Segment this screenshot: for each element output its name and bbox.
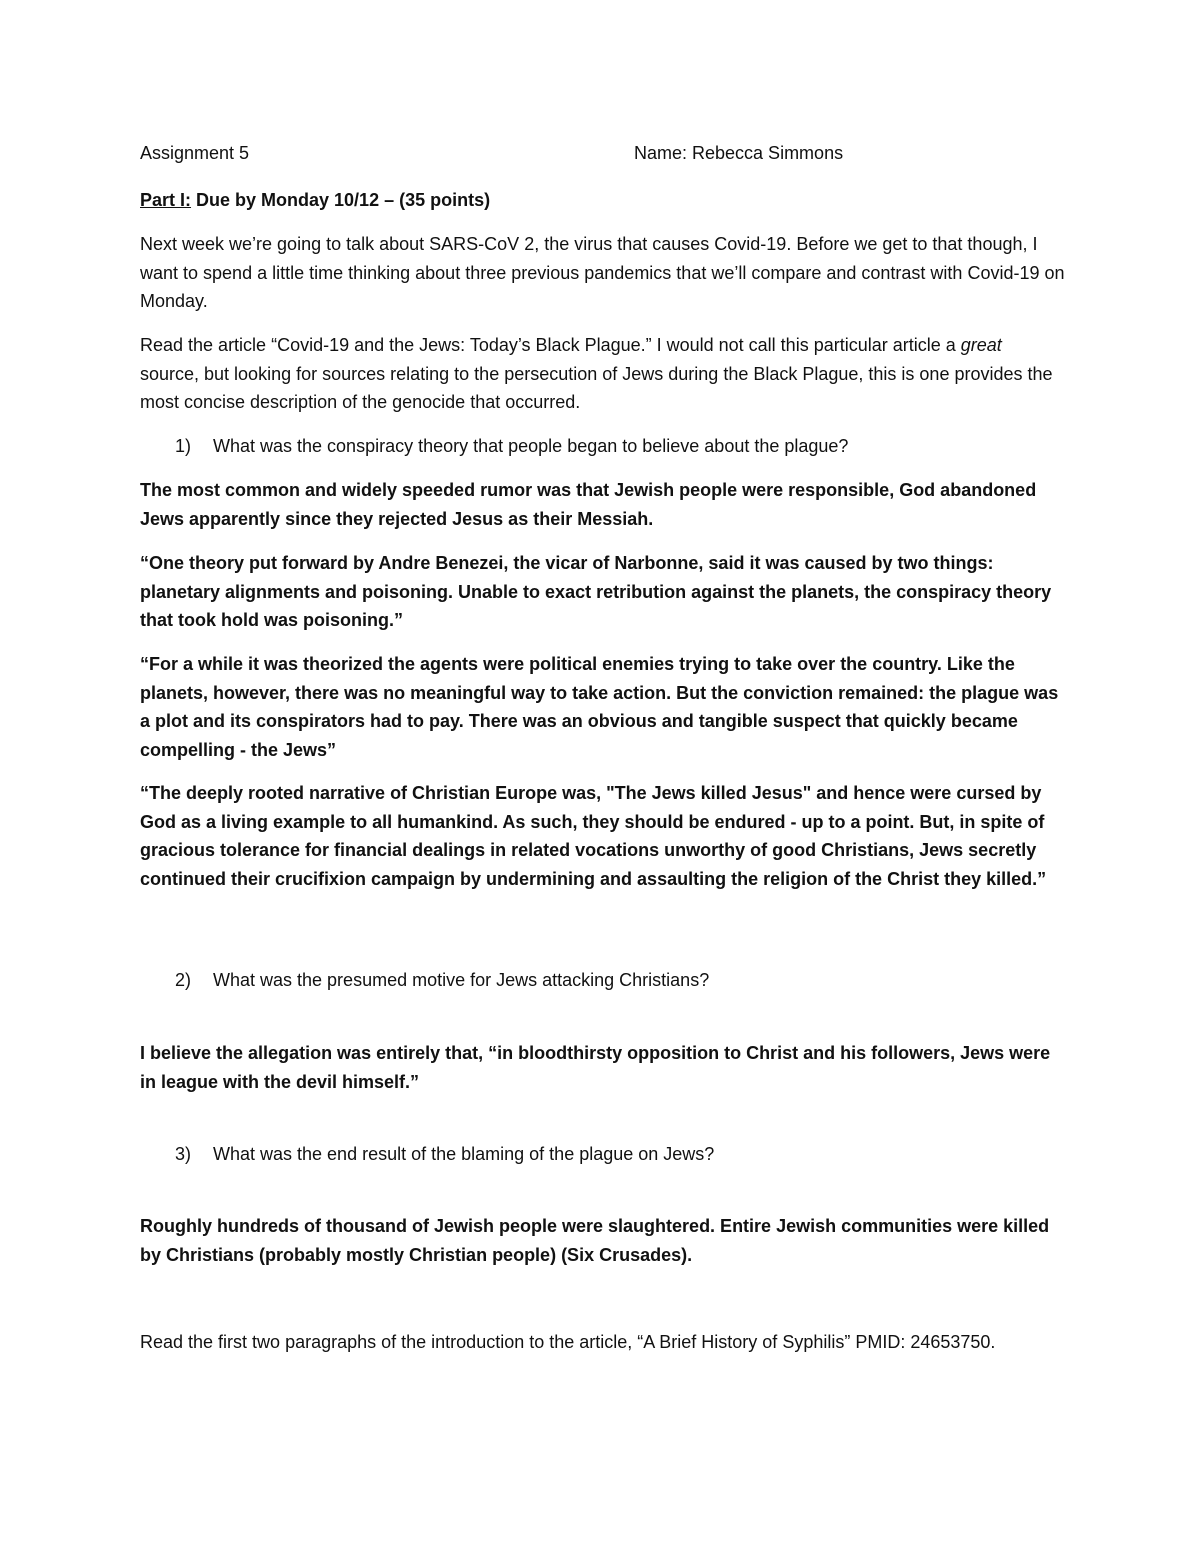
intro-paragraph-2: Read the article “Covid-19 and the Jews: Today’s Black Plague.” I would not call this particular article a great source, but looking for sources relating to the persecution of Jews during the Black Plague, this is one provides the most concise description of the genocide that occurred. [140, 335, 1053, 412]
answer-3: Roughly hundreds of thousand of Jewish people were slaughtered. Entire Jewish communities were killed by Christians (probably mostly Christian people) (Six Crusades). [140, 1216, 1050, 1265]
intro-paragraph-1: Next week we’re going to talk about SARS-CoV 2, the virus that causes Covid-19. Before we get to that though, I want to spend a little time thinking about three previous pandemics that we’ll compare and contrast with Covid-19 on Monday. [140, 234, 1065, 311]
emphasis-great: great [960, 335, 1002, 355]
answer-1-paragraph-4: “The deeply rooted narrative of Christian Europe was, "The Jews killed Jesus" and hence were cursed by God as a living example to all humankind. As such, they should be endured - up to a point. But, in spite of gracious tolerance for financial dealings in related vocations unworthy of good Christians, Jews secretly continued their crucifixion campaign by undermining and assaulting the religion of the Christ they killed.” [140, 783, 1047, 889]
part-heading [140, 186, 1065, 215]
answer-1-paragraph-3: “For a while it was theorized the agents were political enemies trying to take over the country. Like the planets, however, there was no meaningful way to take action. But the conviction remained: the plague was a plot and its conspirators had to pay. There was an obvious and tangible suspect that quickly became compelling - the Jews” [140, 654, 1059, 760]
question-1: 1) What was the conspiracy theory that people began to believe about the plague? [175, 436, 849, 456]
answer-2: I believe the allegation was entirely that, “in bloodthirsty opposition to Christ and his followers, Jews were in league with the devil himself.” [140, 1043, 1051, 1092]
answer-1-paragraph-2: “One theory put forward by Andre Benezei, the vicar of Narbonne, said it was caused by two things: planetary alignments and poisoning. Unable to exact retribution against the planets, the conspiracy theory that took hold was poisoning.” [140, 553, 1052, 630]
closing-instruction: Read the first two paragraphs of the introduction to the article, “A Brief History of Syphilis” PMID: 24653750. [140, 1332, 996, 1352]
student-name: Name: Rebecca Simmons [634, 143, 844, 163]
part-label: Part I: [140, 190, 192, 210]
answer-1-paragraph-1: The most common and widely speeded rumor was that Jewish people were responsible, God abandoned Jews apparently since they rejected Jesus as their Messiah. [140, 480, 1037, 529]
assignment-title: Assignment 5 [140, 143, 250, 163]
question-3: 3) What was the end result of the blaming of the plague on Jews? [175, 1144, 715, 1164]
question-2: 2) What was the presumed motive for Jews attacking Christians? [175, 970, 710, 990]
part-due: Due by Monday 10/12 – (35 points) [191, 190, 491, 210]
